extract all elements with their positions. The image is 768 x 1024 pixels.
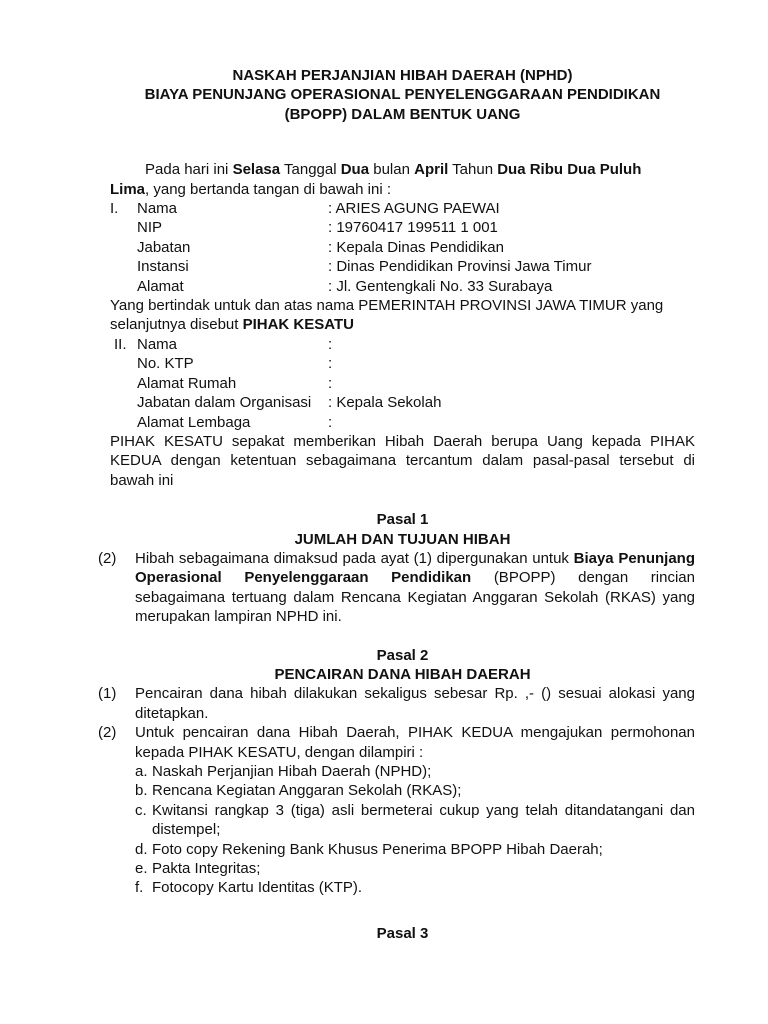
- item-body: [135, 723, 695, 898]
- party2-value: : Kepala Sekolah: [328, 394, 442, 412]
- item-number: (2): [98, 549, 117, 567]
- pasal2-item-2: [98, 723, 695, 898]
- intro-line-2: Lima, yang bertanda tangan di bawah ini :: [110, 180, 392, 198]
- party1-value: : ARIES AGUNG PAEWAI: [328, 200, 500, 218]
- party2-label: Alamat Lembaga: [137, 413, 251, 431]
- party2-table: [110, 335, 695, 432]
- list-item: e. Pakta Integritas;: [135, 860, 261, 878]
- list-item: d. Foto copy Rekening Bank Khusus Penerima BPOPP Hibah Daerah;: [135, 840, 603, 858]
- title-line-1: NASKAH PERJANJIAN HIBAH DAERAH (NPHD): [232, 67, 573, 84]
- pasal1-subheading: JUMLAH DAN TUJUAN HIBAH: [294, 530, 511, 548]
- party1-acting-line-1: Yang bertindak untuk dan atas nama PEMERINTAH PROVINSI JAWA TIMUR yang: [110, 297, 664, 315]
- intro-day: Selasa: [232, 161, 281, 179]
- item-text: Untuk pencairan dana Hibah Daerah, PIHAK KEDUA mengajukan permohonan kepada PIHAK KESATU, dengan dilampiri :: [135, 724, 695, 761]
- list-item: a. Naskah Perjanjian Hibah Daerah (NPHD);: [135, 763, 432, 780]
- item-number: (2): [98, 724, 117, 742]
- party1-label: Instansi: [137, 258, 189, 276]
- item-text: Hibah sebagaimana dimaksud pada ayat (1) dipergunakan untuk Biaya Penunjang Operasional Penyelenggaraan Pendidikan (BPOPP) dengan rincian sebagaimana tertuang dalam Rencana Kegiatan Anggaran Sekolah (RKAS) yang merupakan lampiran NPHD ini.: [135, 549, 695, 626]
- party2-value: :: [328, 413, 333, 431]
- document-body: [98, 66, 695, 943]
- list-item: b. Rencana Kegiatan Anggaran Sekolah (RKAS);: [135, 782, 462, 800]
- party1-label: Nama: [137, 200, 178, 218]
- party1-value: : Jl. Gentengkali No. 33 Surabaya: [328, 277, 553, 295]
- title-line-3: (BPOPP) DALAM BENTUK UANG: [284, 105, 521, 123]
- party2-value: :: [328, 355, 333, 373]
- party2-value: :: [328, 335, 333, 353]
- pasal2-item-1: [98, 684, 695, 723]
- pasal1-item: [98, 549, 695, 627]
- agreement-paragraph: PIHAK KESATU sepakat memberikan Hibah Daerah berupa Uang kepada PIHAK KEDUA dengan ketentuan sebagaimana tercantum dalam pasal-pasal tersebut di bawah ini: [110, 432, 695, 489]
- pasal1-heading: Pasal 1: [376, 511, 429, 529]
- party2-label: Jabatan dalam Organisasi: [137, 394, 312, 412]
- party2-label: Alamat Rumah: [137, 374, 237, 392]
- party1-value: : Dinas Pendidikan Provinsi Jawa Timur: [328, 258, 592, 276]
- intro-year-b: Lima: [110, 180, 146, 198]
- title-line-2: BIAYA PENUNJANG OPERASIONAL PENYELENGGARAAN PENDIDIKAN: [144, 86, 661, 104]
- party2-label: Nama: [137, 335, 178, 353]
- list-item: f. Fotocopy Kartu Identitas (KTP).: [135, 879, 363, 897]
- party1-label: Alamat: [137, 277, 184, 295]
- item-number: (1): [98, 685, 117, 703]
- party1-table: [110, 199, 695, 296]
- pasal2-subheading: PENCAIRAN DANA HIBAH DAERAH: [274, 665, 531, 683]
- document-title: [110, 66, 695, 124]
- list-item: c. Kwitansi rangkap 3 (tiga) asli bermeterai cukup yang telah ditandatangani dan distempel;: [135, 801, 695, 839]
- party1-value: : Kepala Dinas Pendidikan: [328, 238, 504, 256]
- pasal3-heading: Pasal 3: [376, 924, 429, 942]
- intro-month: April: [414, 161, 449, 179]
- party2-numeral: II.: [114, 335, 127, 353]
- intro-line-1: Pada hari ini Selasa Tanggal Dua bulan April Tahun Dua Ribu Dua Puluh: [145, 161, 642, 179]
- party1-label: Jabatan: [137, 238, 191, 256]
- party1-numeral: I.: [110, 200, 119, 218]
- party1-label: NIP: [137, 219, 163, 237]
- party2-label: No. KTP: [137, 355, 194, 373]
- intro-date: Dua: [340, 161, 370, 179]
- item-text: Pencairan dana hibah dilakukan sekaligus sebesar Rp. ,- () sesuai alokasi yang ditetapkan.: [135, 685, 695, 722]
- party2-value: :: [328, 374, 333, 392]
- intro-year-a: Dua Ribu Dua Puluh: [497, 161, 642, 179]
- pasal2-heading: Pasal 2: [376, 646, 429, 664]
- pihak-kesatu-label: PIHAK KESATU: [242, 316, 354, 334]
- party1-acting-line-2: selanjutnya disebut PIHAK KESATU: [110, 316, 354, 334]
- party1-value: : 19760417 199511 1 001: [328, 219, 498, 237]
